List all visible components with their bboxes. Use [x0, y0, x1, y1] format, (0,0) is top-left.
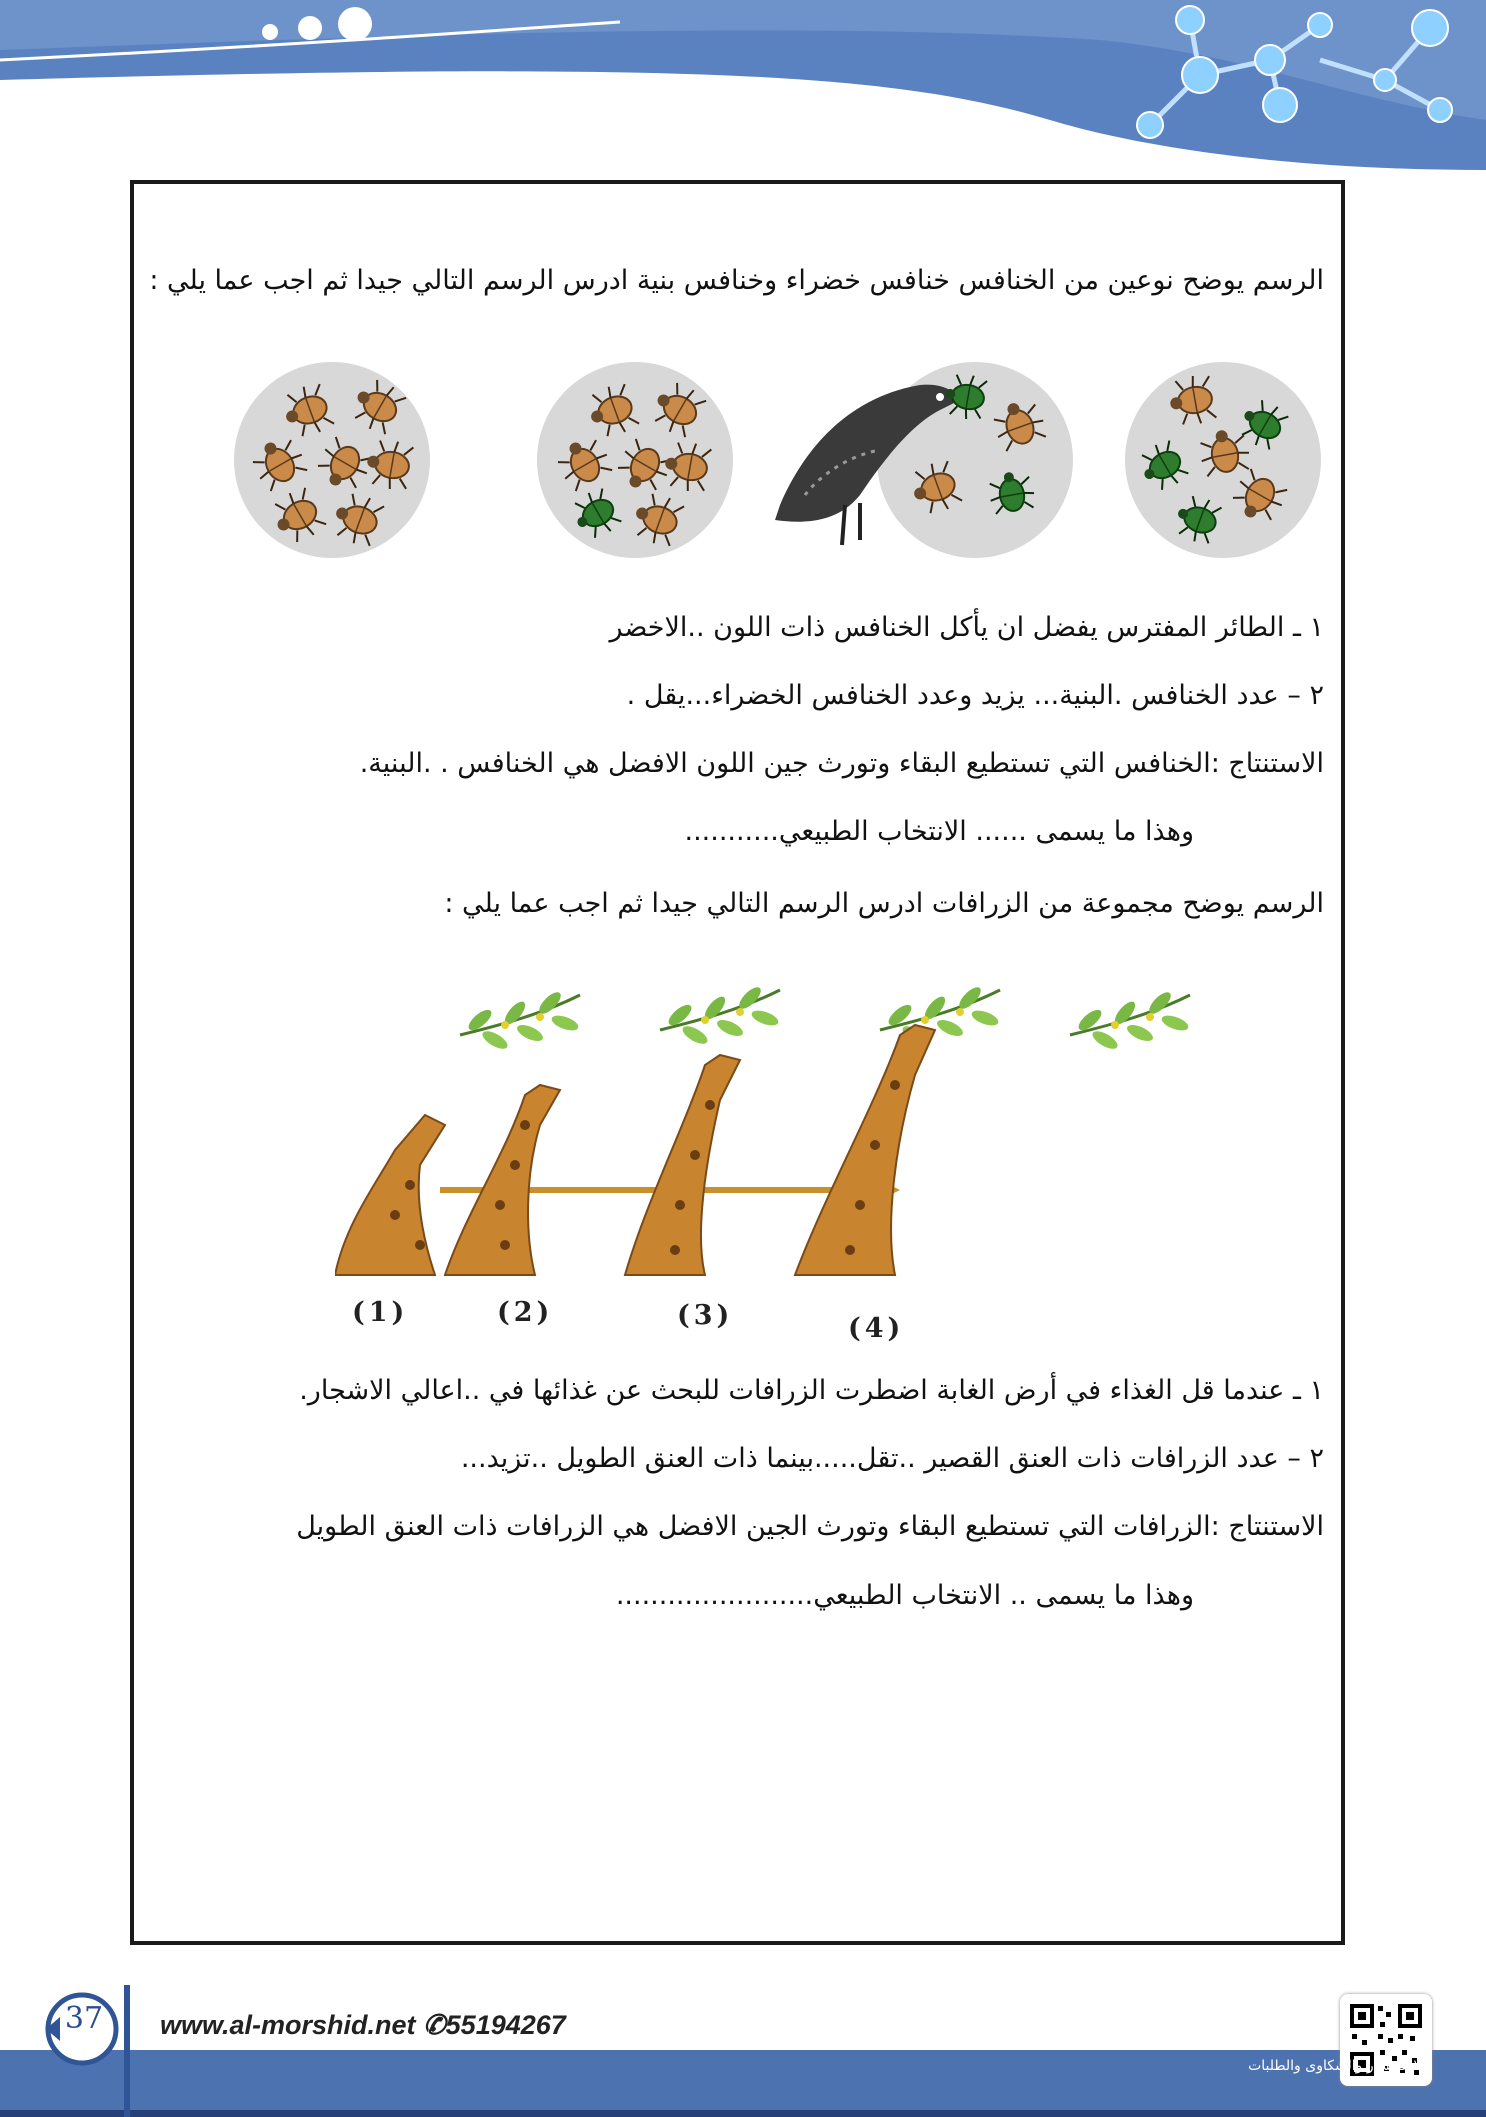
giraffes-illustration	[335, 975, 1195, 1295]
giraffe-label-1: (1)	[352, 1297, 409, 1328]
footer-divider	[124, 1985, 130, 2117]
website-url[interactable]: www.al-morshid.net	[160, 2010, 416, 2040]
giraffe-question-2: ٢ – عدد الزرافات ذات العنق القصير ..تقل.....بينما ذات العنق الطويل ..تزيد...	[460, 1443, 1324, 1474]
giraffe-question-1: ١ ـ عندما قل الغذاء في أرض الغابة اضطرت الزرافات للبحث عن غذائها في ..اعالي الاشجار.	[299, 1375, 1324, 1406]
phone-number: ✆55194267	[423, 2010, 566, 2040]
giraffe-conclusion: الاستنتاج :الزرافات التي تستطيع البقاء وتورث الجين الافضل هي الزرافات ذات العنق الطويل	[296, 1511, 1324, 1542]
giraffe-label-2: (2)	[497, 1297, 554, 1328]
footer-bottom-strip	[0, 2110, 1486, 2117]
giraffe-intro-text: الرسم يوضح مجموعة من الزرافات ادرس الرسم التالي جيدا ثم اجب عما يلي :	[444, 888, 1324, 919]
beetle-question-2: ٢ – عدد الخنافس .البنية... يزيد وعدد الخنافس الخضراء...يقل .	[626, 680, 1324, 711]
beetle-intro-text: الرسم يوضح نوعين من الخنافس خنافس خضراء وخنافس بنية ادرس الرسم التالي جيدا ثم اجب عما يلي :	[149, 265, 1324, 296]
beetle-question-1: ١ ـ الطائر المفترس يفضل ان يأكل الخنافس ذات اللون ..الاخضر	[609, 612, 1324, 643]
website-contact[interactable]	[160, 2010, 566, 2041]
beetle-name-line: وهذا ما يسمى ...... الانتخاب الطبيعي...........	[684, 816, 1194, 847]
giraffe-label-4: (4)	[848, 1313, 905, 1344]
qr-caption: للاستفسار والشكاوى والطلبات	[1248, 2058, 1426, 2074]
header-banner	[0, 0, 1486, 170]
beetles-illustration	[220, 355, 1330, 565]
page-number: 37	[64, 2001, 104, 2036]
beetle-conclusion: الاستنتاج :الخنافس التي تستطيع البقاء وتورث جين اللون الافضل هي الخنافس . .البنية.	[359, 748, 1324, 779]
giraffe-label-3: (3)	[677, 1300, 734, 1331]
giraffe-name-line: وهذا ما يسمى .. الانتخاب الطبيعي.......................	[615, 1580, 1194, 1611]
